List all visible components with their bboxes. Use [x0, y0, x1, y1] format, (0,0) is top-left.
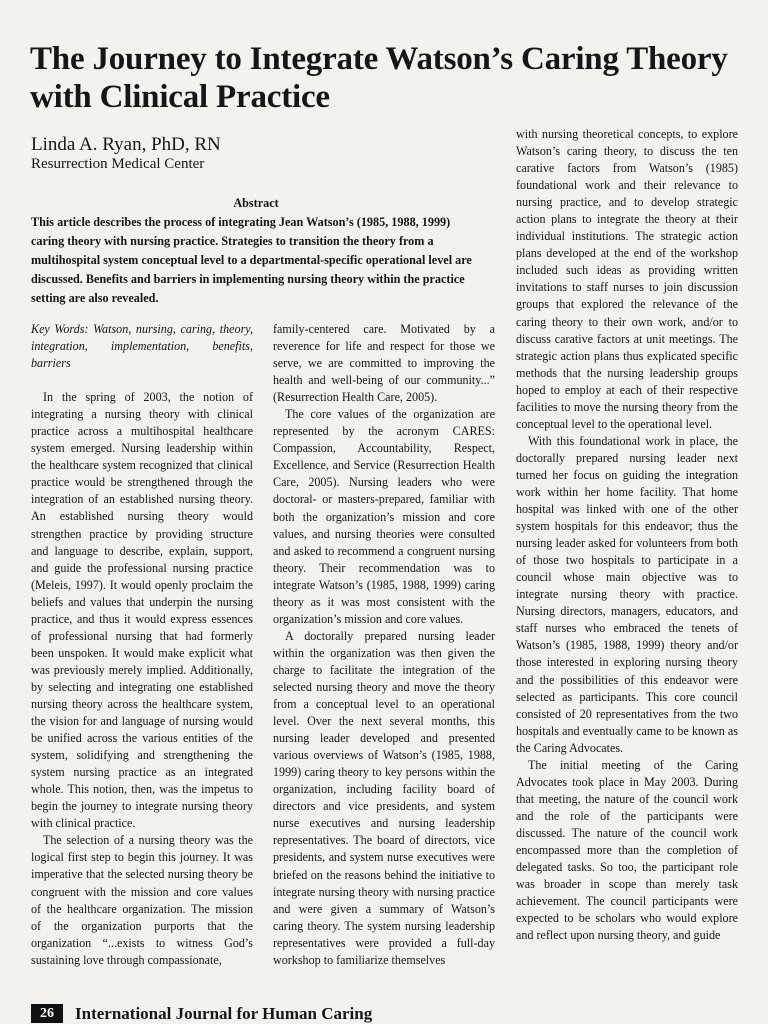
paragraph: The core values of the organization are represented by the acronym CARES: Compassion, Accountability, Respect, Excellence, and Service (Resurrection Health Care, 2005). Nursing leaders who were doctoral- or masters-prepared, familiar with both the organization’s mission and core values, and nursing theories were consulted and asked to recommend a congruent nursing theory. Their recommendation was to integrate Watson’s (1985, 1988, 1999) caring theory as it was most consistent with the organization’s mission and core values. [273, 407, 495, 626]
paragraph: family-centered care. Motivated by a reverence for life and respect for those we serve, we are committed to improving the health and well-being of our community...” (Resurrection Health Care, 2005). [273, 322, 495, 405]
journal-name: International Journal for Human Caring [75, 1003, 373, 1023]
author-name: Linda A. Ryan, PhD, RN [31, 134, 221, 155]
abstract-heading: Abstract [233, 196, 279, 210]
paragraph: With this foundational work in place, the doctorally prepared nursing leader next turned her focus on guiding the integration work within her home facility. That home hospital was linked with one of the other system hospitals for this endeavor; thus the nursing leader asked for volunteers from both of those two hospitals to participate in a council whose main objective was to integrate nursing theory with practice. Nursing directors, managers, educators, and staff nurses who embraced the tenets of Watson’s (1985, 1988, 1999) theory and/or those interested in exploring nursing theory and the possibilities of this endeavor were selected as participants. This core council consisted of 20 representatives from the two hospitals and eventually came to be known as the Caring Advocates. [516, 433, 738, 755]
author-affiliation: Resurrection Medical Center [31, 156, 205, 172]
page-footer [31, 1003, 372, 1024]
paragraph: In the spring of 2003, the notion of integrating a nursing theory with clinical practice across a multihospital healthcare system emerged. Nursing leadership within the healthcare system recognized that clinical practice would be strengthened through the integration of an established nursing theory. An established nursing theory would strengthen practice by providing structure and language to describe, explain, support, and guide the professional nursing practice (Meleis, 1997). It would openly proclaim the beliefs and values that underpin the nursing practice, and thus it would express essences of professional nursing that had formerly been unspoken. It would make explicit what was previously merely implied. Additionally, by selecting and integrating one established nursing theory across the healthcare system, the vision for and language of nursing would be unified across the various entities of the system, solidifying and strengthening the system nursing practice as an integrated whole. This notion, then, was the impetus to begin the journey to integrate nursing theory with clinical practice. [31, 390, 253, 831]
article-title: The Journey to Integrate Watson’s Caring Theory with Clinical Practice [30, 41, 728, 115]
paragraph: A doctorally prepared nursing leader within the organization was then given the charge to facilitate the integration of the selected nursing theory and move the theory from a conceptual level to an operational level. Over the next several months, this nursing leader developed and presented various overviews of Watson’s (1985, 1988, 1999) caring theory to key persons within the organization, including facility board of directors and vice presidents, and system nurse executives and nursing leadership representatives. The board of directors, vice presidents, and system nurse executives were briefed on the reasons behind the initiative to integrate nursing theory with nursing practice and were given a summary of Watson’s caring theory. The system nursing leadership representatives were provided a full-day workshop to familiarize themselves [273, 628, 495, 967]
paragraph: The selection of a nursing theory was the logical first step to begin this journey. It was imperative that the selected nursing theory be congruent with the mission and core values of the healthcare organization. The mission of the organization purports that the organization “...exists to witness God’s sustaining love through compassionate, [31, 833, 253, 967]
text-column-2 [273, 321, 495, 969]
abstract [31, 194, 481, 308]
page-number: 26 [31, 1004, 63, 1023]
paragraph: with nursing theoretical concepts, to explore Watson’s caring theory, to discuss the ten carative factors from Watson’s (1985) foundational work and their relevance to nursing practice, and to develop strategic action plans to integrate the theory at their individual institutions. The strategic action plans developed at the end of the workshop included such ideas as providing written invitations to staff nurses to join discussion groups that explored the relevance of the caring theory to their own work, and/or to discuss carative factors at unit meetings. The strategic action plans thus explicated specific methods that the nursing leadership groups hoped to employ at each of their respective facilities to move the nursing theory from the conceptual level to the operational level. [516, 127, 738, 431]
text-column-3 [516, 126, 738, 944]
paragraph: The initial meeting of the Caring Advocates took place in May 2003. During that meeting, the nature of the council work and the role of the participants were discussed. The nature of the council work encompassed more than the completion of delegated tasks. So too, the participant role was broader in scope than merely task achievement. The council participants were expected to be scholars who would explore and reflect upon nursing theory, and guide [516, 757, 738, 943]
abstract-text: This article describes the process of integrating Jean Watson’s (1985, 1988, 1999) caring theory with nursing practice. Strategies to transition the theory from a multihospital system conceptual level to a departmental-specific operational level are discussed. Benefits and barriers in implementing nursing theory within the practice setting are also revealed. [31, 215, 472, 305]
text-column-1 [31, 321, 253, 969]
keywords: Key Words: Watson, nursing, caring, theory, integration, implementation, benefits, barriers [31, 322, 253, 371]
